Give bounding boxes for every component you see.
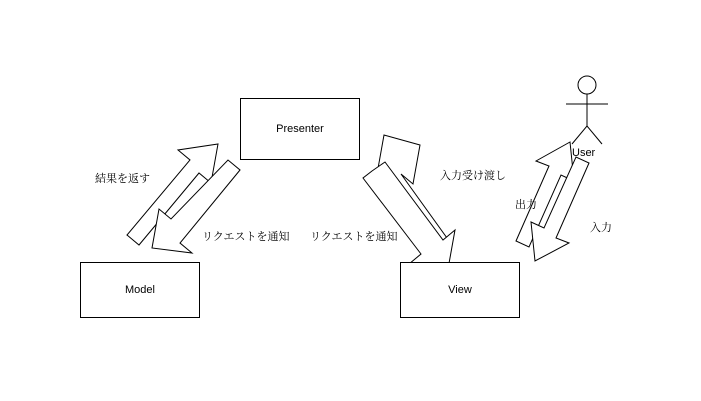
edge-label-view-to-user: 出力	[515, 199, 537, 211]
node-user-label: User	[572, 147, 596, 159]
user-left-leg-icon	[572, 126, 587, 144]
node-view-label: View	[448, 284, 472, 296]
edge-label-presenter-to-view: 入力受け渡し	[440, 170, 506, 182]
edge-label-model-to-presenter: 結果を返す	[95, 173, 150, 185]
node-presenter[interactable]	[240, 98, 360, 160]
node-presenter-label: Presenter	[276, 123, 324, 135]
node-model-label: Model	[125, 284, 155, 296]
edge-label-view-to-presenter: リクエストを通知	[310, 231, 398, 243]
node-model[interactable]	[80, 262, 200, 318]
user-head-icon	[578, 76, 596, 94]
user-right-leg-icon	[587, 126, 602, 144]
node-view[interactable]	[400, 262, 520, 318]
edge-label-user-to-view: 入力	[590, 222, 612, 234]
edge-label-presenter-to-model: リクエストを通知	[202, 231, 290, 243]
